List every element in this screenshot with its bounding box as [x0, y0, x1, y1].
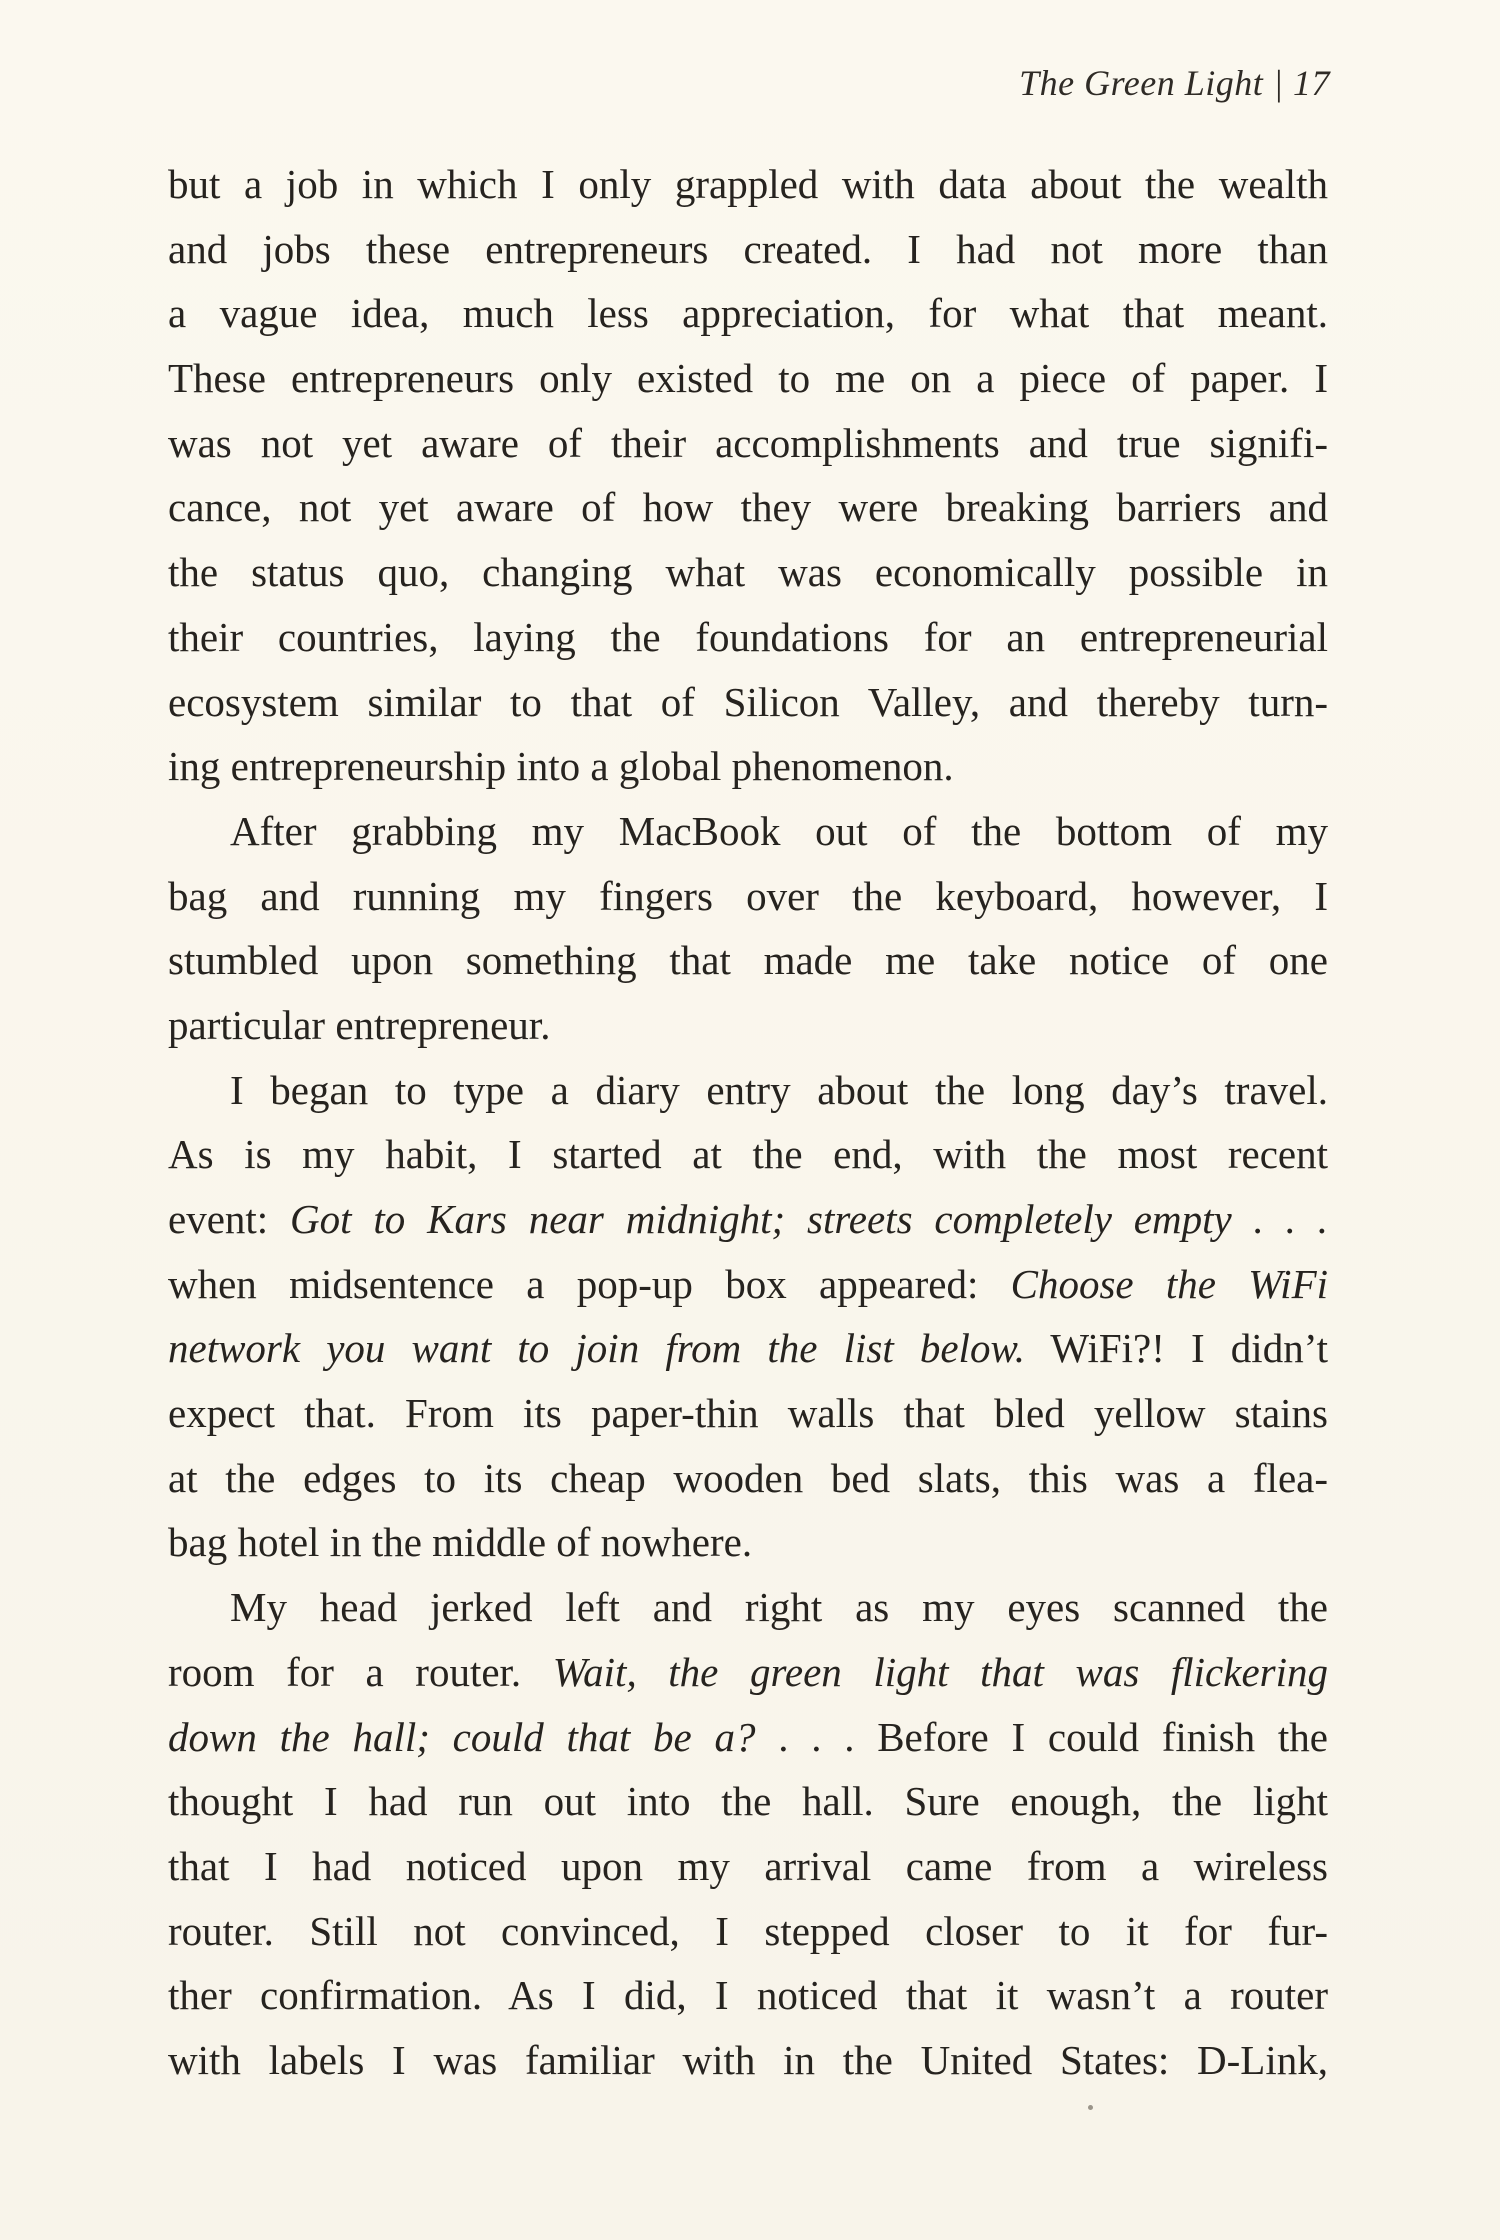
text-segment: event:: [168, 1196, 291, 1242]
paper-speck: [1088, 2105, 1093, 2110]
text-line: [168, 1640, 1328, 1705]
text-line: bag and running my fingers over the keyboard, however, I: [168, 872, 1328, 919]
italic-segment: Choose the WiFi: [1010, 1260, 1328, 1307]
text-line: These entrepreneurs only existed to me on a piece of paper. I: [168, 355, 1328, 402]
text-segment: when midsentence a pop-up box appeared:: [168, 1260, 1011, 1307]
text-line: stumbled upon something that made me take notice of one: [168, 937, 1328, 984]
text-line: I began to type a diary entry about the long day’s travel.: [230, 1066, 1328, 1113]
text-segment: room for a router.: [168, 1648, 553, 1695]
italic-segment: Got to Kars near midnight; streets completely empty . . .: [290, 1196, 1328, 1242]
text-line: bag hotel in the middle of nowhere.: [168, 1519, 753, 1566]
text-line: was not yet aware of their accomplishments and true signifi-: [168, 419, 1328, 466]
text-line: [168, 1705, 1328, 1770]
header-separator: |: [1275, 63, 1283, 103]
text-line: a vague idea, much less appreciation, for what that meant.: [168, 290, 1328, 337]
text-line: the status quo, changing what was economically possible in: [168, 549, 1328, 596]
text-line: expect that. From its paper-thin walls that bled yellow stains: [168, 1390, 1328, 1437]
italic-segment: Wait, the green light that was flickering: [552, 1648, 1328, 1695]
running-header: [930, 58, 1330, 108]
text-line: and jobs these entrepreneurs created. I had not more than: [168, 225, 1328, 272]
text-line: at the edges to its cheap wooden bed slats, this was a flea-: [168, 1454, 1328, 1501]
text-line: with labels I was familiar with in the United States: D-Link,: [168, 2036, 1328, 2083]
text-line: thought I had run out into the hall. Sure enough, the light: [168, 1778, 1328, 1825]
text-line: that I had noticed upon my arrival came from a wireless: [168, 1842, 1328, 1889]
text-line: After grabbing my MacBook out of the bottom of my: [230, 807, 1328, 854]
italic-segment: network you want to join from the list below.: [168, 1325, 1026, 1372]
text-line: ecosystem similar to that of Silicon Valley, and thereby turn-: [168, 678, 1328, 725]
text-line: My head jerked left and right as my eyes scanned the: [230, 1584, 1328, 1631]
text-line: router. Still not convinced, I stepped closer to it for fur-: [168, 1907, 1328, 1954]
page-number: 17: [1293, 63, 1330, 103]
text-line: As is my habit, I started at the end, with the most recent: [168, 1131, 1328, 1178]
text-line: ther confirmation. As I did, I noticed that it wasn’t a router: [168, 1972, 1328, 2019]
text-segment: . . . Before I could finish the: [755, 1713, 1328, 1760]
text-line: [168, 1187, 1328, 1252]
italic-segment: down the hall; could that be a?: [168, 1713, 756, 1760]
text-line: [168, 1252, 1328, 1317]
text-line: ing entrepreneurship into a global phenomenon.: [168, 743, 954, 790]
text-line: but a job in which I only grappled with data about the wealth: [168, 161, 1328, 207]
text-line: cance, not yet aware of how they were breaking barriers and: [168, 484, 1328, 531]
text-line: particular entrepreneur.: [168, 1001, 551, 1048]
body-text: [168, 152, 1328, 2093]
text-line: their countries, laying the foundations for an entrepreneurial: [168, 613, 1328, 660]
running-title: The Green Light: [1019, 63, 1264, 103]
text-segment: WiFi?! I didn’t: [1025, 1325, 1328, 1372]
text-line: [168, 1316, 1328, 1381]
